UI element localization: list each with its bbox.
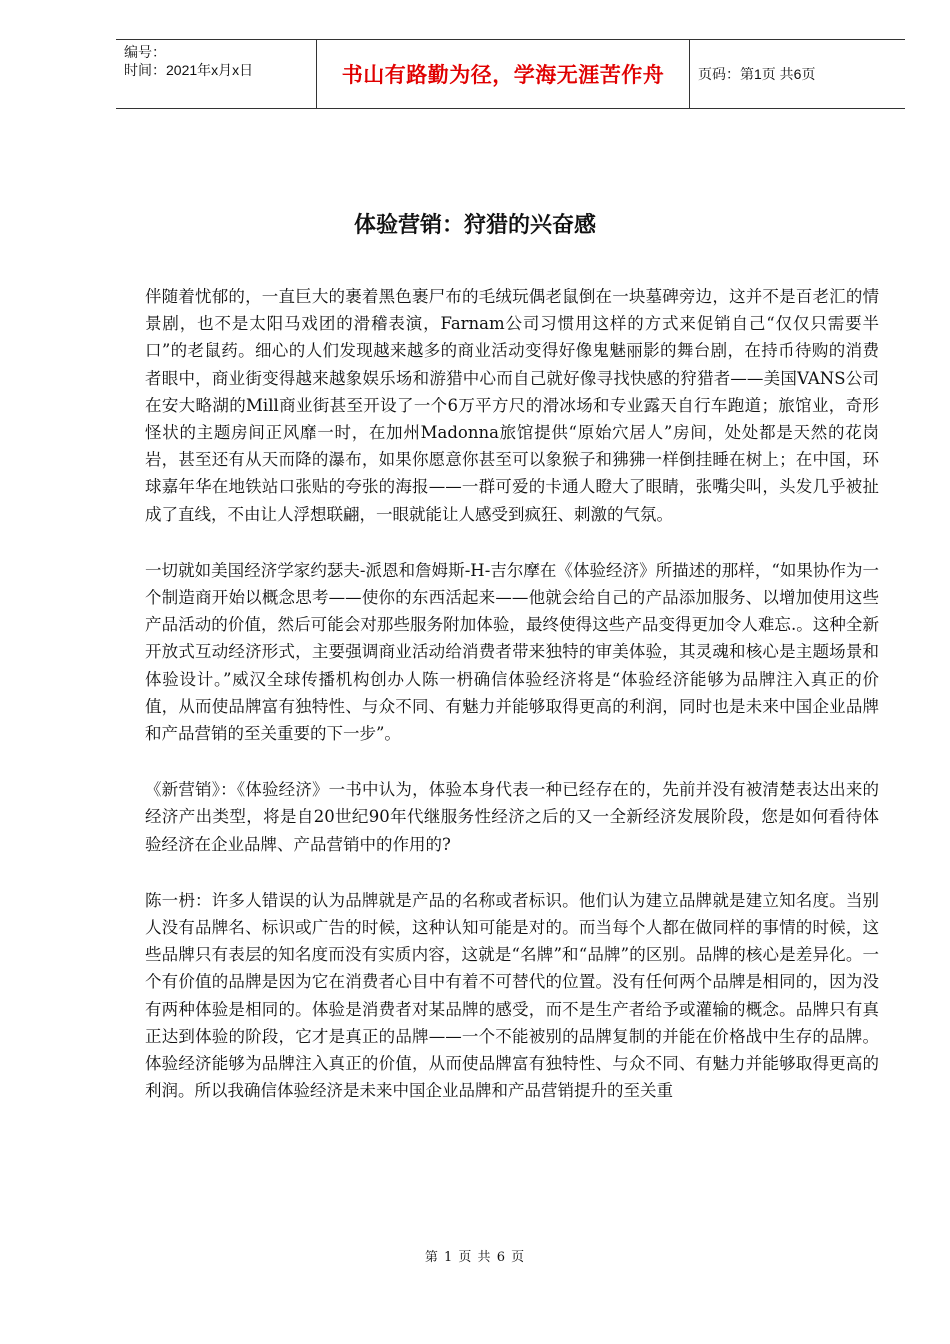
number-label: 编号： (124, 44, 166, 60)
paragraph: 一切就如美国经济学家约瑟夫-派恩和詹姆斯-H-吉尔摩在《体验经济》所描述的那样，“如果协作为一个制造商开始以概念思考——使你的东西活起来——他就会给自己的产品添加服务、以增加使用这些产品活动的价值，然后可能会对那些服务附加体验，最终使得这些产品变得更加令人难忘.。这种全新开放式互动经济形式，主要强调商业活动给消费者带来独特的审美体验，其灵魂和核心是主题场景和体验设计。”威汉全球传播机构创办人陈一枬确信体验经济将是“体验经济能够为品牌注入真正的价值，从而使品牌富有独特性、与众不同、有魅力并能够取得更高的利润，同时也是未来中国企业品牌和产品营销的至关重要的下一步”。 (145, 560, 879, 744)
document-body (145, 283, 879, 1133)
header-motto: 书山有路勤为径，学海无涯苦作舟 (316, 40, 690, 108)
paragraph: 陈一枬：许多人错误的认为品牌就是产品的名称或者标识。他们认为建立品牌就是建立知名度。当别人没有品牌名、标识或广告的时候，这种认知可能是对的。而当每个人都在做同样的事情的时候，这些品牌只有表层的知名度而没有实质内容，这就是“名牌”和“品牌”的区别。品牌的核心是差异化。一个有价值的品牌是因为它在消费者心目中有着不可替代的位置。没有任何两个品牌是相同的，因为没有两种体验是相同的。体验是消费者对某品牌的感受，而不是生产者给予或灌输的概念。品牌只有真正达到体验的阶段，它才是真正的品牌——一个不能被别的品牌复制的并能在价格战中生存的品牌。体验经济能够为品牌注入真正的价值，从而使品牌富有独特性、与众不同、有魅力并能够取得更高的利润。所以我确信体验经济是未来中国企业品牌和产品营销提升的至关重 (145, 890, 879, 1101)
header-page-code: 页码：第1页 共6页 (698, 66, 816, 82)
header-meta (116, 40, 316, 108)
page-footer: 第 1 页 共 6 页 (424, 1250, 526, 1265)
time-label: 时间：2021年x月x日 (124, 62, 254, 78)
document-title: 体验营销：狩猎的兴奋感 (353, 213, 596, 238)
paragraph: 《新营销》：《体验经济》一书中认为，体验本身代表一种已经存在的，先前并没有被清楚表达出来的经济产出类型，将是自20世纪90年代继服务性经济之后的又一全新经济发展阶段，您是如何看待体验经济在企业品牌、产品营销中的作用的? (145, 780, 879, 854)
paragraph: 伴随着忧郁的，一直巨大的裹着黑色裹尸布的毛绒玩偶老鼠倒在一块墓碑旁边，这并不是百老汇的情景剧，也不是太阳马戏团的滑稽表演，Farnam公司习惯用这样的方式来促销自己“仅仅只需要半口”的老鼠药。细心的人们发现越来越多的商业活动变得好像鬼魅丽影的舞台剧，在持币待购的消费者眼中，商业街变得越来越象娱乐场和游猎中心而自己就好像寻找快感的狩猎者——美国VANS公司在安大略湖的Mill商业街甚至开设了一个6万平方尺的滑冰场和专业露天自行车跑道；旅馆业，奇形怪状的主题房间正风靡一时，在加州Madonna旅馆提供“原始穴居人”房间，处处都是天然的花岗岩，甚至还有从天而降的瀑布，如果你愿意你甚至可以象猴子和狒狒一样倒挂睡在树上；在中国，环球嘉年华在地铁站口张贴的夸张的海报——一群可爱的卡通人瞪大了眼睛，张嘴尖叫，头发几乎被扯成了直线，不由让人浮想联翩，一眼就能让人感受到疯狂、刺激的气氛。 (145, 287, 879, 524)
page-header (116, 39, 905, 109)
